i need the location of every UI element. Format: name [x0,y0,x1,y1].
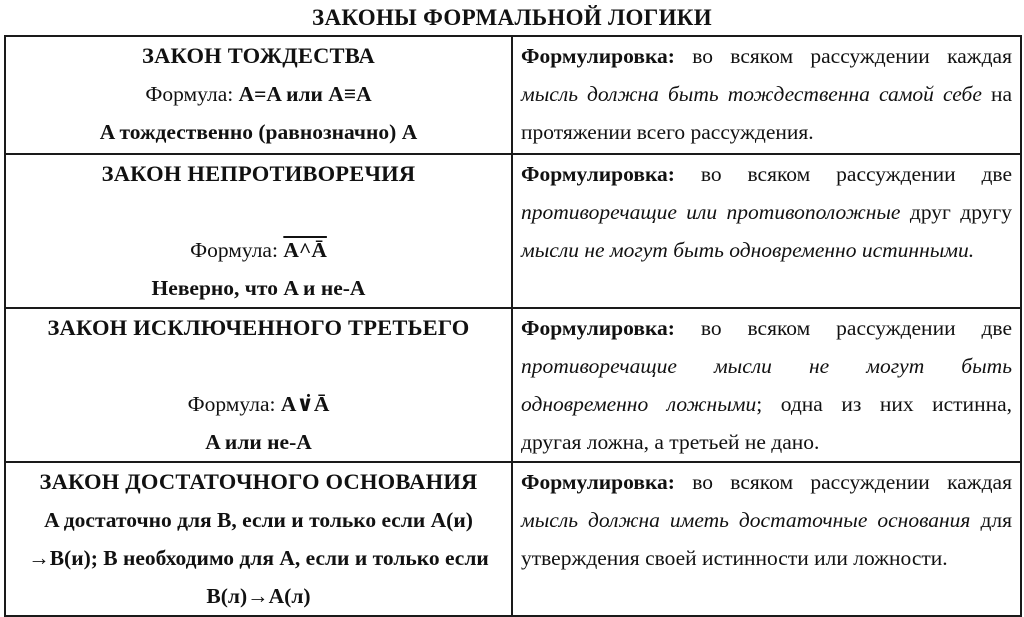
wording-label: Формулировка: [521,162,675,186]
formula-label: Формула: [145,82,234,106]
law-formula [14,75,503,113]
law-name: ЗАКОН ТОЖДЕСТВА [142,43,375,68]
wording-part: во всяком рассуждении две [674,316,1012,340]
table-row [5,462,1021,616]
law-name: ЗАКОН ДОСТАТОЧНОГО ОСНОВАНИЯ [39,469,478,494]
formula-expression: A∨̇Ā [280,392,330,416]
wording-cell [512,154,1021,308]
wording-part: друг другу [900,200,1013,224]
wording-label: Формулировка: [521,316,675,340]
law-cell [5,462,512,616]
law-description: A или не-A [205,430,312,454]
wording-text [521,155,1012,269]
wording-cell [512,462,1021,616]
wording-italic: противоречащие или противоположные [521,200,901,224]
table-row [5,36,1021,154]
wording-italic: мысли не могут быть одновременно истинными. [521,238,975,262]
law-formula [14,385,503,423]
formula-label: Формула: [187,392,276,416]
wording-italic: мысль должна быть тождественна самой себе [521,82,982,106]
table-row [5,308,1021,462]
law-description: A достаточно для B, если и только если A(и) →B(и); B необходимо для A, если и только если B(л)→A(л) [28,508,489,608]
law-cell [5,308,512,462]
law-description: A тождественно (равнозначно) A [99,120,418,144]
law-description: Неверно, что A и не-A [151,276,366,300]
formula-expression: A=A или A≡A [238,82,372,106]
law-name: ЗАКОН ИСКЛЮЧЕННОГО ТРЕТЬЕГО [47,315,470,340]
wording-part: на протяжении всего рассуждения. [521,82,1012,144]
wording-text [521,37,1012,151]
wording-part: во всяком рассуждении каждая [674,44,1012,68]
wording-cell [512,308,1021,462]
formula-label: Формула: [190,238,278,262]
wording-text [521,463,1012,577]
page-title: ЗАКОНЫ ФОРМАЛЬНОЙ ЛОГИКИ [312,5,712,30]
laws-table [4,35,1022,617]
wording-cell [512,36,1021,154]
wording-label: Формулировка: [521,470,675,494]
wording-part: во всяком рассуждении каждая [674,470,1012,494]
table-row [5,154,1021,308]
law-cell [5,154,512,308]
wording-part: для утверждения своей истинности или ложности. [521,508,1012,570]
wording-italic: противоречащие мысли не могут быть одновременно ложными [521,354,1012,416]
law-name: ЗАКОН НЕПРОТИВОРЕЧИЯ [101,161,416,186]
law-cell [5,36,512,154]
wording-part: во всяком рассуждении две [674,162,1012,186]
wording-text [521,309,1012,461]
formula-expression: A^Ā [283,238,327,262]
wording-label: Формулировка: [521,44,675,68]
law-formula [14,231,503,269]
wording-part: ; одна из них истинна, другая ложна, а третьей не дано. [521,392,1012,454]
wording-italic: мысль должна иметь достаточные основания [521,508,971,532]
